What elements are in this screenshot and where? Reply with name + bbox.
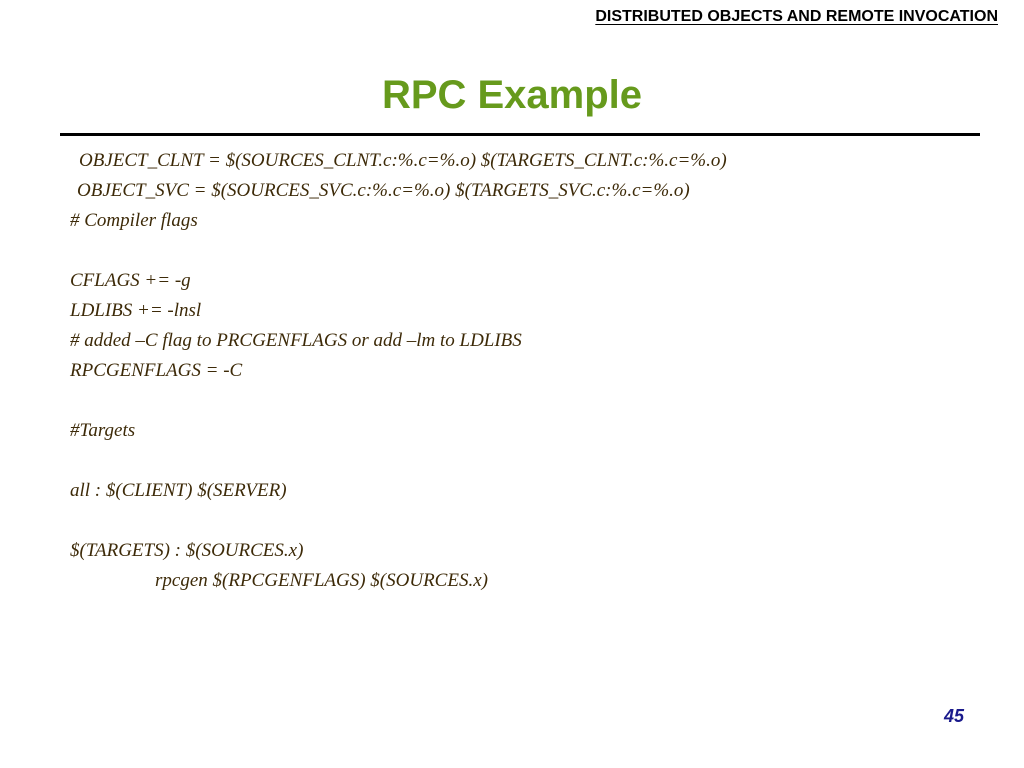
blank-line <box>0 506 1000 536</box>
slide-title: RPC Example <box>381 73 643 117</box>
code-line: RPCGENFLAGS = -C <box>70 360 243 381</box>
code-line: OBJECT_CLNT = $(SOURCES_CLNT.c:%.c=%.o) $(TARGETS_CLNT.c:%.c=%.o) <box>79 150 727 171</box>
code-body <box>0 146 1000 596</box>
code-line: # Compiler flags <box>70 210 198 231</box>
blank-line <box>0 236 1000 266</box>
code-line: OBJECT_SVC = $(SOURCES_SVC.c:%.c=%.o) $(TARGETS_SVC.c:%.c=%.o) <box>77 180 690 201</box>
blank-line <box>0 446 1000 476</box>
code-line: $(TARGETS) : $(SOURCES.x) <box>70 540 304 561</box>
blank-line <box>0 386 1000 416</box>
code-line: LDLIBS += -lnsl <box>70 300 202 321</box>
code-line: #Targets <box>70 420 136 441</box>
title-underline-rule <box>60 133 980 136</box>
code-line: all : $(CLIENT) $(SERVER) <box>70 480 287 501</box>
code-line: CFLAGS += -g <box>70 270 191 291</box>
code-line: # added –C flag to PRCGENFLAGS or add –lm to LDLIBS <box>70 330 522 351</box>
code-line: rpcgen $(RPCGENFLAGS) $(SOURCES.x) <box>155 570 488 591</box>
page-number: 45 <box>943 706 964 726</box>
slide-header-label: DISTRIBUTED OBJECTS AND REMOTE INVOCATION <box>595 8 998 25</box>
